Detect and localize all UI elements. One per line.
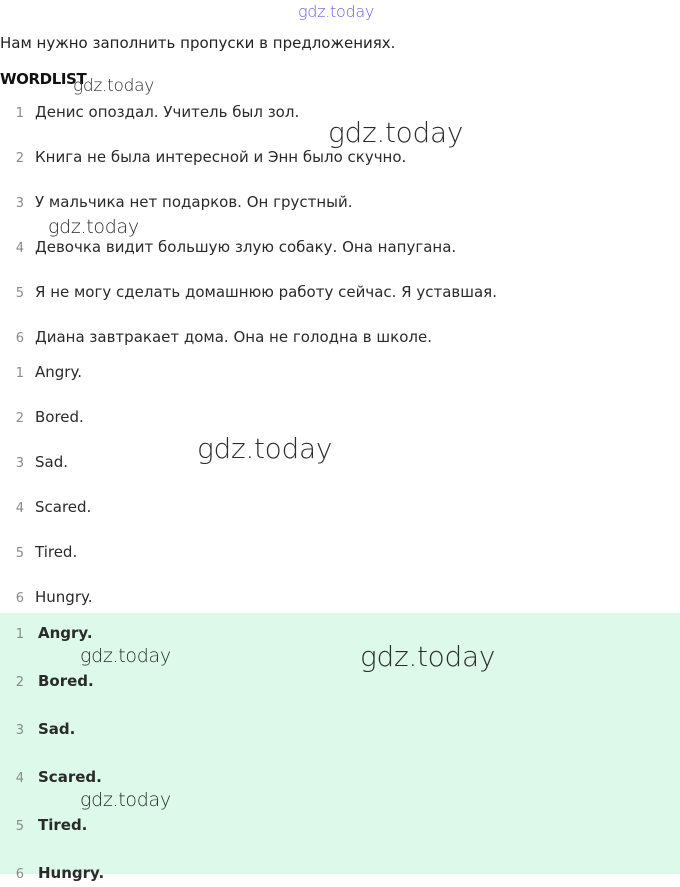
wordlist-heading: WORDLIST: [0, 70, 87, 88]
list-item: [0, 280, 497, 304]
item-text: У мальчика нет подарков. Он грустный.: [35, 193, 353, 211]
item-text: Bored.: [35, 408, 84, 426]
watermark-top: gdz.today: [298, 2, 375, 21]
item-text: Hungry.: [35, 588, 93, 606]
watermark: gdz.today: [197, 432, 333, 465]
list-item: [0, 813, 87, 837]
watermark: gdz.today: [328, 116, 464, 149]
list-item: [0, 325, 432, 349]
item-number: 2: [15, 411, 24, 426]
item-text: Sad.: [38, 720, 76, 738]
list-item: [0, 405, 84, 429]
item-number: 3: [15, 723, 24, 738]
watermark: gdz.today: [80, 645, 171, 667]
item-text: Девочка видит большую злую собаку. Она напугана.: [35, 238, 457, 256]
item-text: Angry.: [38, 624, 93, 642]
list-item: [0, 360, 82, 384]
item-text: Bored.: [38, 672, 94, 690]
list-item: [0, 235, 456, 259]
item-number: 4: [15, 241, 24, 256]
item-number: 1: [15, 366, 24, 381]
item-text: Tired.: [38, 816, 88, 834]
item-number: 4: [15, 501, 24, 516]
item-number: 6: [15, 331, 24, 346]
item-number: 1: [15, 627, 24, 642]
item-text: Sad.: [35, 453, 69, 471]
item-number: 1: [15, 106, 24, 121]
item-text: Scared.: [35, 498, 92, 516]
intro-text: Нам нужно заполнить пропуски в предложениях.: [0, 34, 396, 52]
item-number: 6: [15, 867, 24, 882]
item-number: 4: [15, 771, 24, 786]
list-item: [0, 717, 75, 741]
watermark: gdz.today: [48, 216, 139, 238]
item-number: 2: [15, 675, 24, 690]
item-text: Денис опоздал. Учитель был зол.: [35, 103, 300, 121]
list-item: [0, 765, 102, 789]
item-text: Angry.: [35, 363, 82, 381]
item-text: Книга не была интересной и Энн было скучно.: [35, 148, 407, 166]
item-number: 5: [15, 546, 24, 561]
item-number: 6: [15, 591, 24, 606]
item-text: Tired.: [35, 543, 78, 561]
watermark-wordlist: gdz.today: [73, 76, 154, 96]
list-item: [0, 190, 353, 214]
list-item: [0, 450, 68, 474]
item-text: Я не могу сделать домашнюю работу сейчас. Я уставшая.: [35, 283, 497, 301]
item-text: Hungry.: [38, 864, 105, 882]
list-item: [0, 540, 77, 564]
list-item: [0, 495, 91, 519]
item-number: 5: [15, 819, 24, 834]
list-item: [0, 585, 93, 609]
item-text: Scared.: [38, 768, 102, 786]
watermark: gdz.today: [360, 640, 496, 673]
watermark: gdz.today: [80, 789, 171, 811]
list-item: [0, 621, 93, 645]
item-number: 3: [15, 196, 24, 211]
list-item: [0, 669, 94, 693]
list-item: [0, 861, 104, 885]
item-text: Диана завтракает дома. Она не голодна в школе.: [35, 328, 432, 346]
list-item: [0, 100, 299, 124]
item-number: 5: [15, 286, 24, 301]
item-number: 2: [15, 151, 24, 166]
item-number: 3: [15, 456, 24, 471]
